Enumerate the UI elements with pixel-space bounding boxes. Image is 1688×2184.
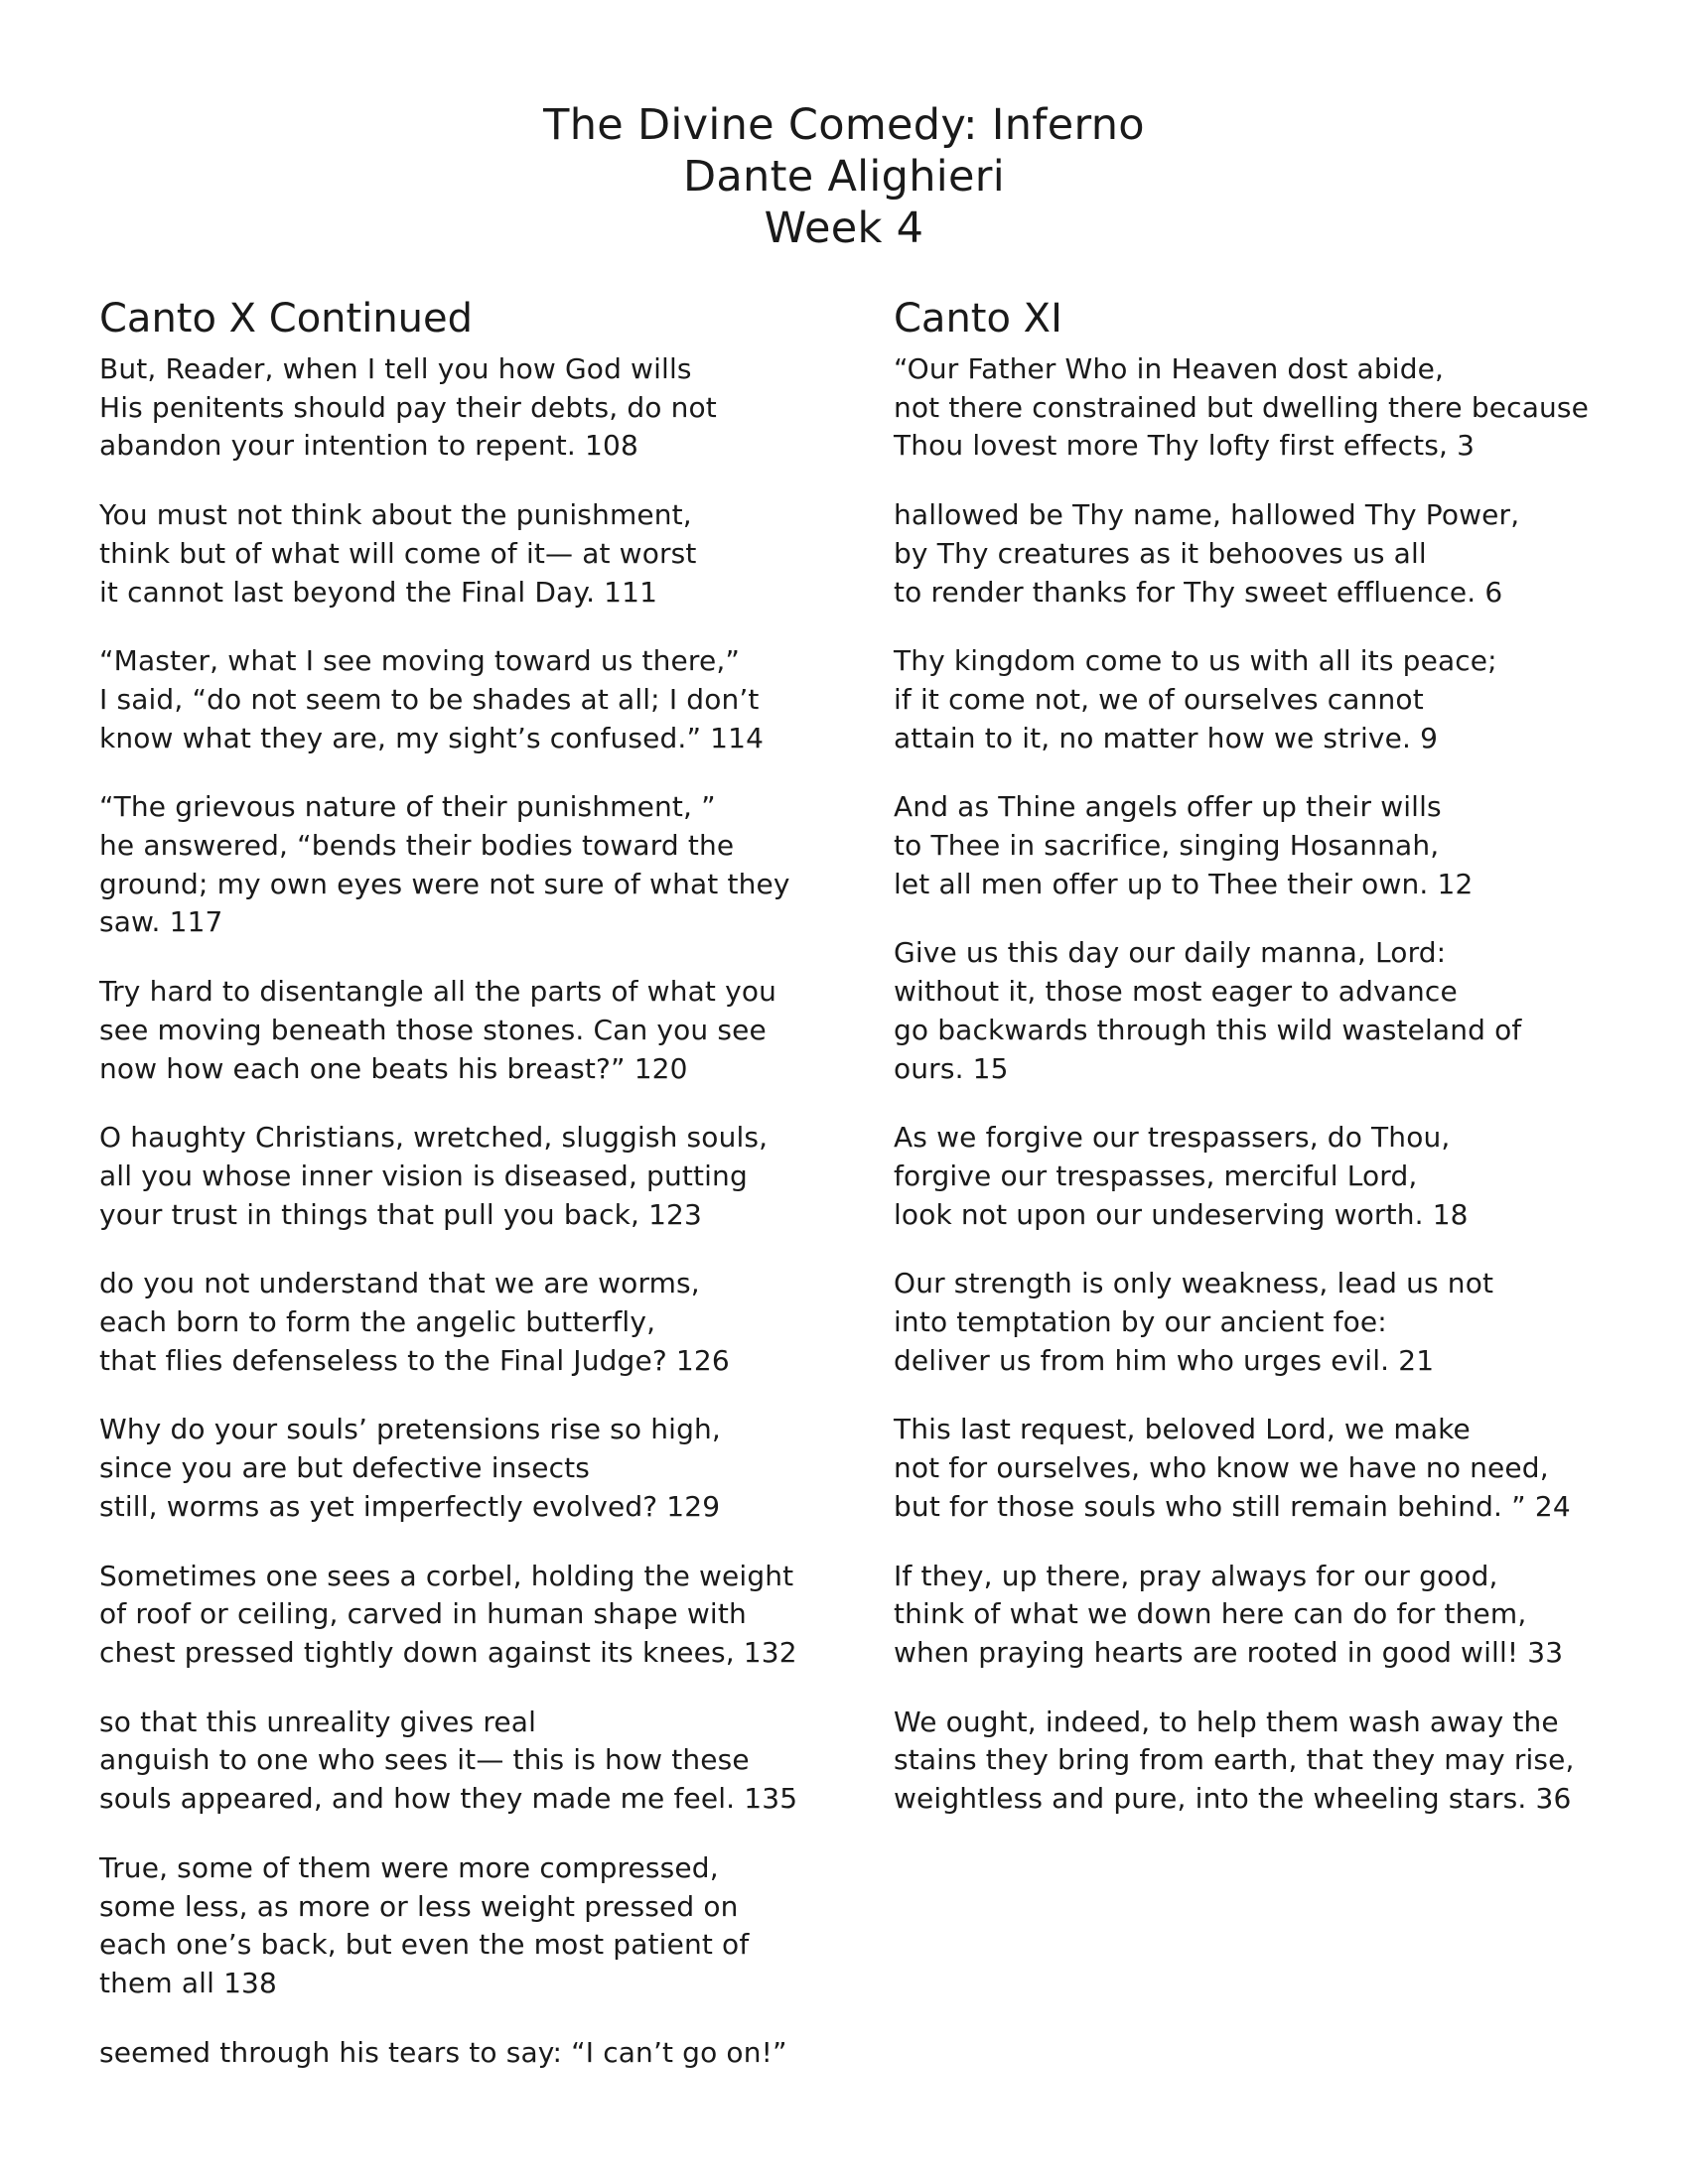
verse-line: think but of what will come of it— at worst [99, 536, 697, 570]
stanza [99, 2034, 854, 2073]
stanza [894, 934, 1589, 1088]
verse-line: True, some of them were more compressed, [99, 1850, 719, 1884]
stanza [894, 496, 1589, 612]
verse-line: You must not think about the punishment, [99, 498, 692, 532]
verse-line: but for those souls who still remain behind. ” 24 [894, 1489, 1571, 1523]
verse-line: ground; my own eyes were not sure of what they [99, 867, 790, 900]
stanza [99, 1849, 854, 2003]
verse-line: forgive our trespasses, merciful Lord, [894, 1159, 1418, 1192]
verse-line: to render thanks for Thy sweet effluence. 6 [894, 575, 1503, 609]
right-column [894, 295, 1589, 1849]
verse-line: souls appeared, and how they made me feel. 135 [99, 1782, 798, 1816]
stanza [99, 1558, 854, 1673]
verse-line: think of what we down here can do for them, [894, 1597, 1527, 1631]
stanza [894, 1704, 1589, 1819]
verse-line: “Our Father Who in Heaven dost abide, [894, 352, 1445, 385]
verse-line: deliver us from him who urges evil. 21 [894, 1343, 1435, 1377]
verse-line: Our strength is only weakness, lead us not [894, 1267, 1494, 1300]
verse-line: them all 138 [99, 1966, 277, 1999]
canto-x-stanzas [99, 350, 854, 2072]
verse-line: do you not understand that we are worms, [99, 1267, 700, 1300]
stanza [894, 1558, 1589, 1673]
verse-line: As we forgive our trespassers, do Thou, [894, 1121, 1451, 1155]
canto-xi-heading: Canto XI [894, 296, 1062, 341]
verse-line: This last request, beloved Lord, we make [894, 1413, 1471, 1446]
verse-line: not for ourselves, who know we have no need, [894, 1451, 1549, 1485]
stanza [894, 1411, 1589, 1526]
verse-line: Why do your souls’ pretensions rise so high, [99, 1413, 721, 1446]
verse-line: abandon your intention to repent. 108 [99, 429, 638, 463]
verse-line: Try hard to disentangle all the parts of what you [99, 975, 777, 1009]
verse-line: see moving beneath those stones. Can you see [99, 1013, 767, 1046]
stanza [894, 788, 1589, 903]
verse-line: he answered, “bends their bodies toward the [99, 829, 735, 863]
verse-line: some less, as more or less weight pressed on [99, 1889, 739, 1923]
verse-line: stains they bring from earth, that they may rise, [894, 1743, 1575, 1777]
verse-line: ours. 15 [894, 1051, 1009, 1085]
verse-line: “Master, what I see moving toward us there,” [99, 644, 741, 678]
stanza [99, 1119, 854, 1234]
stanza [894, 350, 1589, 466]
verse-line: since you are but defective insects [99, 1451, 591, 1485]
verse-line: Thy kingdom come to us with all its peace; [894, 644, 1497, 678]
verse-line: saw. 117 [99, 905, 223, 939]
verse-line: so that this unreality gives real [99, 1705, 537, 1738]
left-column [99, 295, 854, 2103]
verse-line: know what they are, my sight’s confused.” 114 [99, 721, 765, 754]
stanza [99, 1411, 854, 1526]
verse-line: And as Thine angels offer up their wills [894, 790, 1442, 824]
verse-line: not there constrained but dwelling there because [894, 390, 1590, 424]
document-title: The Divine Comedy: Inferno [543, 100, 1145, 150]
verse-line: without it, those most eager to advance [894, 975, 1458, 1009]
stanza [894, 1119, 1589, 1234]
verse-line: hallowed be Thy name, hallowed Thy Power, [894, 498, 1520, 532]
verse-line: We ought, indeed, to help them wash away the [894, 1705, 1559, 1738]
verse-line: chest pressed tightly down against its knees, 132 [99, 1635, 797, 1669]
verse-line: it cannot last beyond the Final Day. 111 [99, 575, 658, 609]
verse-line: seemed through his tears to say: “I can’t go on!” [99, 2035, 787, 2069]
verse-line: If they, up there, pray always for our good, [894, 1559, 1498, 1592]
verse-line: Sometimes one sees a corbel, holding the weight [99, 1559, 794, 1592]
verse-line: by Thy creatures as it behooves us all [894, 536, 1427, 570]
stanza [99, 642, 854, 757]
verse-line: O haughty Christians, wretched, sluggish souls, [99, 1121, 769, 1155]
stanza [894, 642, 1589, 757]
verse-line: still, worms as yet imperfectly evolved? 129 [99, 1489, 721, 1523]
verse-line: to Thee in sacrifice, singing Hosannah, [894, 829, 1440, 863]
verse-line: each one’s back, but even the most patient of [99, 1928, 750, 1962]
verse-line: anguish to one who sees it— this is how these [99, 1743, 750, 1777]
verse-line: your trust in things that pull you back, 123 [99, 1197, 702, 1231]
canto-x-heading: Canto X Continued [99, 296, 474, 341]
verse-line: look not upon our undeserving worth. 18 [894, 1197, 1469, 1231]
verse-line: that flies defenseless to the Final Judge? 126 [99, 1343, 730, 1377]
verse-line: I said, “do not seem to be shades at all; I don’t [99, 682, 760, 716]
verse-line: let all men offer up to Thee their own. 12 [894, 867, 1474, 900]
verse-line: Thou lovest more Thy lofty first effects, 3 [894, 429, 1476, 463]
verse-line: But, Reader, when I tell you how God wills [99, 352, 692, 385]
week-label: Week 4 [764, 204, 924, 253]
verse-line: when praying hearts are rooted in good will! 33 [894, 1635, 1564, 1669]
verse-line: go backwards through this wild wasteland of [894, 1013, 1522, 1046]
verse-line: each born to form the angelic butterfly, [99, 1305, 656, 1339]
verse-line: “The grievous nature of their punishment, ” [99, 790, 716, 824]
verse-line: if it come not, we of ourselves cannot [894, 682, 1424, 716]
verse-line: Give us this day our daily manna, Lord: [894, 936, 1447, 970]
verse-line: now how each one beats his breast?” 120 [99, 1051, 688, 1085]
stanza [99, 788, 854, 942]
stanza [99, 350, 854, 466]
stanza [99, 496, 854, 612]
verse-line: weightless and pure, into the wheeling stars. 36 [894, 1782, 1572, 1816]
verse-line: all you whose inner vision is diseased, putting [99, 1159, 748, 1192]
stanza [99, 1265, 854, 1380]
author-name: Dante Alighieri [682, 152, 1006, 202]
page-header [0, 99, 1688, 254]
stanza [99, 1704, 854, 1819]
verse-line: His penitents should pay their debts, do not [99, 390, 717, 424]
stanza [99, 973, 854, 1088]
verse-line: into temptation by our ancient foe: [894, 1305, 1387, 1339]
stanza [894, 1265, 1589, 1380]
verse-line: of roof or ceiling, carved in human shape with [99, 1597, 747, 1631]
verse-line: attain to it, no matter how we strive. 9 [894, 721, 1439, 754]
canto-xi-stanzas [894, 350, 1589, 1819]
